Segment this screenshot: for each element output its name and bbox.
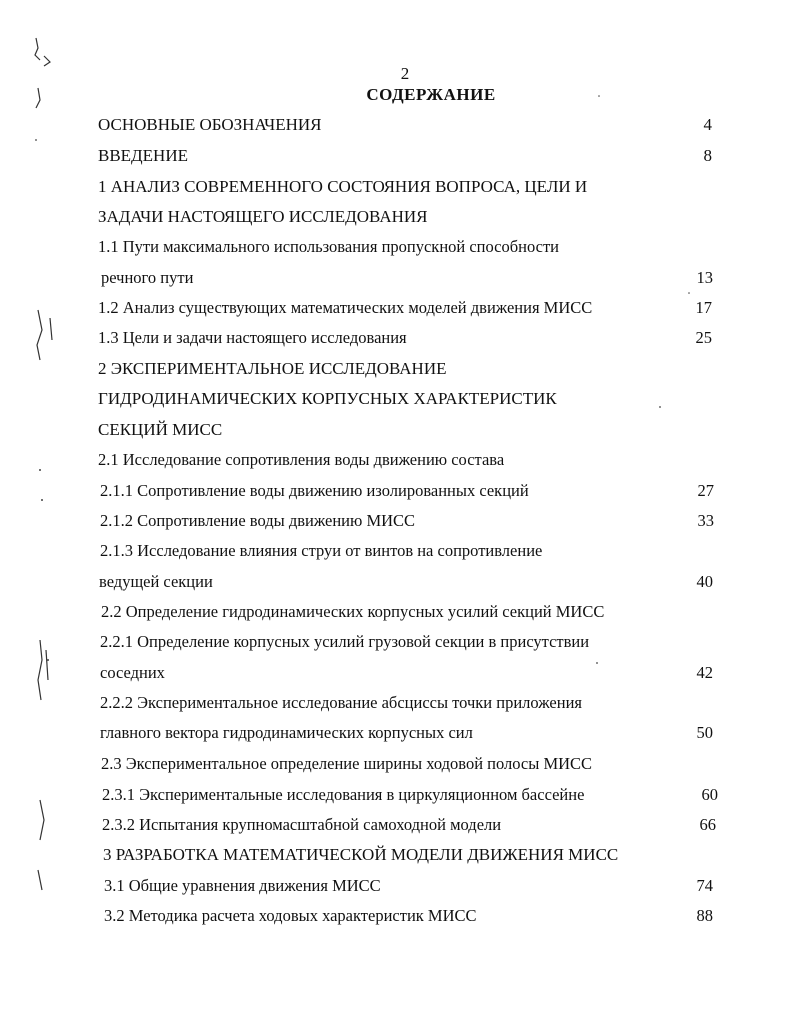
toc-entry-text: 1.1 Пути максимального использования пропускной способности bbox=[98, 237, 560, 256]
toc-entry-page: 50 bbox=[696, 723, 713, 742]
toc-line bbox=[104, 906, 724, 926]
toc-line bbox=[101, 602, 721, 622]
toc-entry-text: 3.1 Общие уравнения движения МИСС bbox=[104, 876, 381, 895]
toc-entry-text: 2.2.2 Экспериментальное исследование абсциссы точки приложения bbox=[100, 693, 582, 712]
toc-entry-text: соседних bbox=[100, 663, 165, 682]
toc-line bbox=[98, 328, 718, 348]
toc-entry-page: 8 bbox=[703, 146, 712, 165]
toc-entry-page: 25 bbox=[695, 328, 712, 347]
toc-line bbox=[101, 754, 721, 774]
toc-entry-page: 88 bbox=[696, 906, 713, 925]
toc-line bbox=[98, 207, 718, 227]
toc-entry-text: 2.1 Исследование сопротивления воды движению состава bbox=[98, 450, 505, 469]
toc-line bbox=[102, 815, 722, 835]
toc-entry-page: 42 bbox=[696, 663, 713, 682]
toc-line bbox=[100, 693, 720, 713]
page-title: СОДЕРЖАНИЕ bbox=[366, 85, 496, 104]
toc-line bbox=[101, 268, 721, 288]
toc-line bbox=[100, 723, 720, 743]
toc-entry-text: 2 ЭКСПЕРИМЕНТАЛЬНОЕ ИССЛЕДОВАНИЕ bbox=[98, 359, 447, 378]
toc-line bbox=[100, 663, 720, 683]
toc-line bbox=[98, 237, 718, 257]
toc-entry-text: 2.3.2 Испытания крупномасштабной самоходной модели bbox=[102, 815, 502, 834]
toc-entry-text: 1 АНАЛИЗ СОВРЕМЕННОГО СОСТОЯНИЯ ВОПРОСА, ЦЕЛИ И bbox=[98, 177, 588, 196]
toc-entry-text: 2.1.1 Сопротивление воды движению изолированных секций bbox=[100, 481, 529, 500]
toc-entry-page: 17 bbox=[695, 298, 712, 317]
toc-entry-text: 1.2 Анализ существующих математических моделей движения МИСС bbox=[98, 298, 593, 317]
toc-line bbox=[100, 632, 720, 652]
toc-entry-text: 2.3 Экспериментальное определение ширины ходовой полосы МИСС bbox=[101, 754, 593, 773]
toc-entry-text: 2.2.1 Определение корпусных усилий грузовой секции в присутствии bbox=[100, 632, 590, 651]
toc-entry-text: 2.1.2 Сопротивление воды движению МИСС bbox=[100, 511, 416, 530]
toc-line bbox=[100, 481, 720, 501]
page-number: 2 bbox=[400, 64, 410, 83]
toc-line bbox=[103, 845, 723, 865]
toc-line bbox=[98, 450, 718, 470]
toc-entry-text: 1.3 Цели и задачи настоящего исследования bbox=[98, 328, 407, 347]
toc-entry-text: ОСНОВНЫЕ ОБОЗНАЧЕНИЯ bbox=[98, 115, 322, 134]
toc-entry-page: 60 bbox=[701, 785, 718, 804]
toc-entry-page: 74 bbox=[696, 876, 713, 895]
toc-entry-text: 3.2 Методика расчета ходовых характеристик МИСС bbox=[104, 906, 477, 925]
toc-entry-text: речного пути bbox=[101, 268, 194, 287]
toc-entry-page: 40 bbox=[696, 572, 713, 591]
toc-entry-text: главного вектора гидродинамических корпусных сил bbox=[100, 723, 473, 742]
toc-line bbox=[99, 572, 719, 592]
toc-entry-text: 2.1.3 Исследование влияния струи от винтов на сопротивление bbox=[100, 541, 543, 560]
toc-line bbox=[100, 541, 720, 561]
toc-entry-text: ЗАДАЧИ НАСТОЯЩЕГО ИССЛЕДОВАНИЯ bbox=[98, 207, 428, 226]
toc-line bbox=[98, 298, 718, 318]
toc-entry-page: 4 bbox=[703, 115, 712, 134]
toc-entry-page: 13 bbox=[696, 268, 713, 287]
toc-line bbox=[100, 511, 720, 531]
toc-entry-text: ГИДРОДИНАМИЧЕСКИХ КОРПУСНЫХ ХАРАКТЕРИСТИК bbox=[98, 389, 557, 408]
toc-line bbox=[98, 420, 718, 440]
toc-entry-text: 3 РАЗРАБОТКА МАТЕМАТИЧЕСКОЙ МОДЕЛИ ДВИЖЕНИЯ МИСС bbox=[103, 845, 619, 864]
toc-entry-page: 27 bbox=[697, 481, 714, 500]
toc-entry-page: 33 bbox=[697, 511, 714, 530]
toc-line bbox=[98, 115, 718, 135]
toc-line bbox=[104, 876, 724, 896]
toc-line bbox=[102, 785, 722, 805]
toc-entry-text: ведущей секции bbox=[99, 572, 213, 591]
toc-entry-text: СЕКЦИЙ МИСС bbox=[98, 420, 223, 439]
toc-line bbox=[98, 359, 718, 379]
toc-entry-text: 2.2 Определение гидродинамических корпусных усилий секций МИСС bbox=[101, 602, 605, 621]
toc-line bbox=[98, 177, 718, 197]
toc-line bbox=[98, 146, 718, 166]
toc-entry-text: 2.3.1 Экспериментальные исследования в циркуляционном бассейне bbox=[102, 785, 585, 804]
toc-entry-page: 66 bbox=[699, 815, 716, 834]
toc-entry-text: ВВЕДЕНИЕ bbox=[98, 146, 188, 165]
toc-line bbox=[98, 389, 718, 409]
